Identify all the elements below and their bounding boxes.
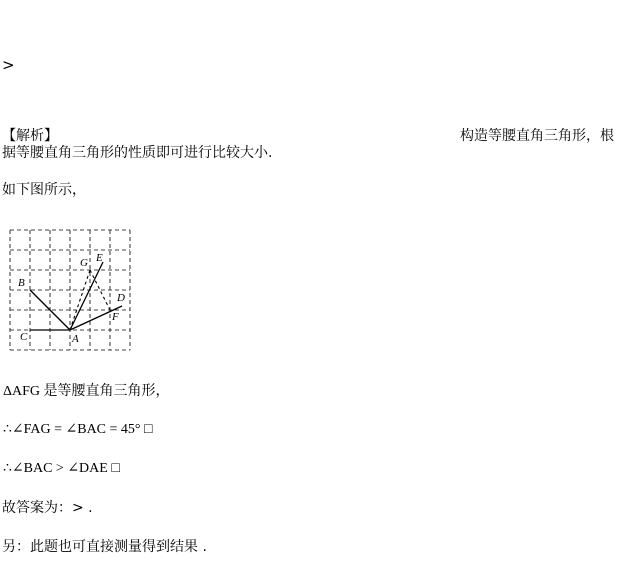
step-4: 故答案为：> .	[2, 500, 93, 516]
step-3: ∴∠BAC > ∠DAE □	[3, 461, 120, 476]
analysis-line1-right: 构造等腰直角三角形，根	[460, 128, 614, 144]
grid-figure	[0, 224, 140, 356]
step-5: 另：此题也可直接测量得到结果 .	[2, 539, 207, 555]
label-e: E	[96, 252, 103, 264]
step-2: ∴∠FAG = ∠BAC = 45° □	[3, 422, 153, 437]
step-1: ΔAFG 是等腰直角三角形，	[3, 384, 170, 399]
line-ag	[70, 270, 90, 330]
analysis-line2: 据等腰直角三角形的性质即可进行比较大小.	[2, 145, 273, 161]
angle-rays	[30, 262, 122, 330]
dashed-grid	[10, 230, 130, 350]
analysis-heading: 【解析】	[2, 128, 58, 144]
label-d: D	[117, 292, 125, 304]
label-a: A	[72, 333, 79, 345]
label-f: F	[112, 311, 119, 323]
ray-ae	[70, 262, 103, 330]
answer-symbol: >	[2, 56, 15, 74]
label-b: B	[18, 277, 25, 289]
label-g: G	[80, 257, 88, 269]
line-gf	[90, 270, 110, 310]
intro-text: 如下图所示，	[2, 182, 86, 198]
label-c: C	[20, 331, 28, 343]
